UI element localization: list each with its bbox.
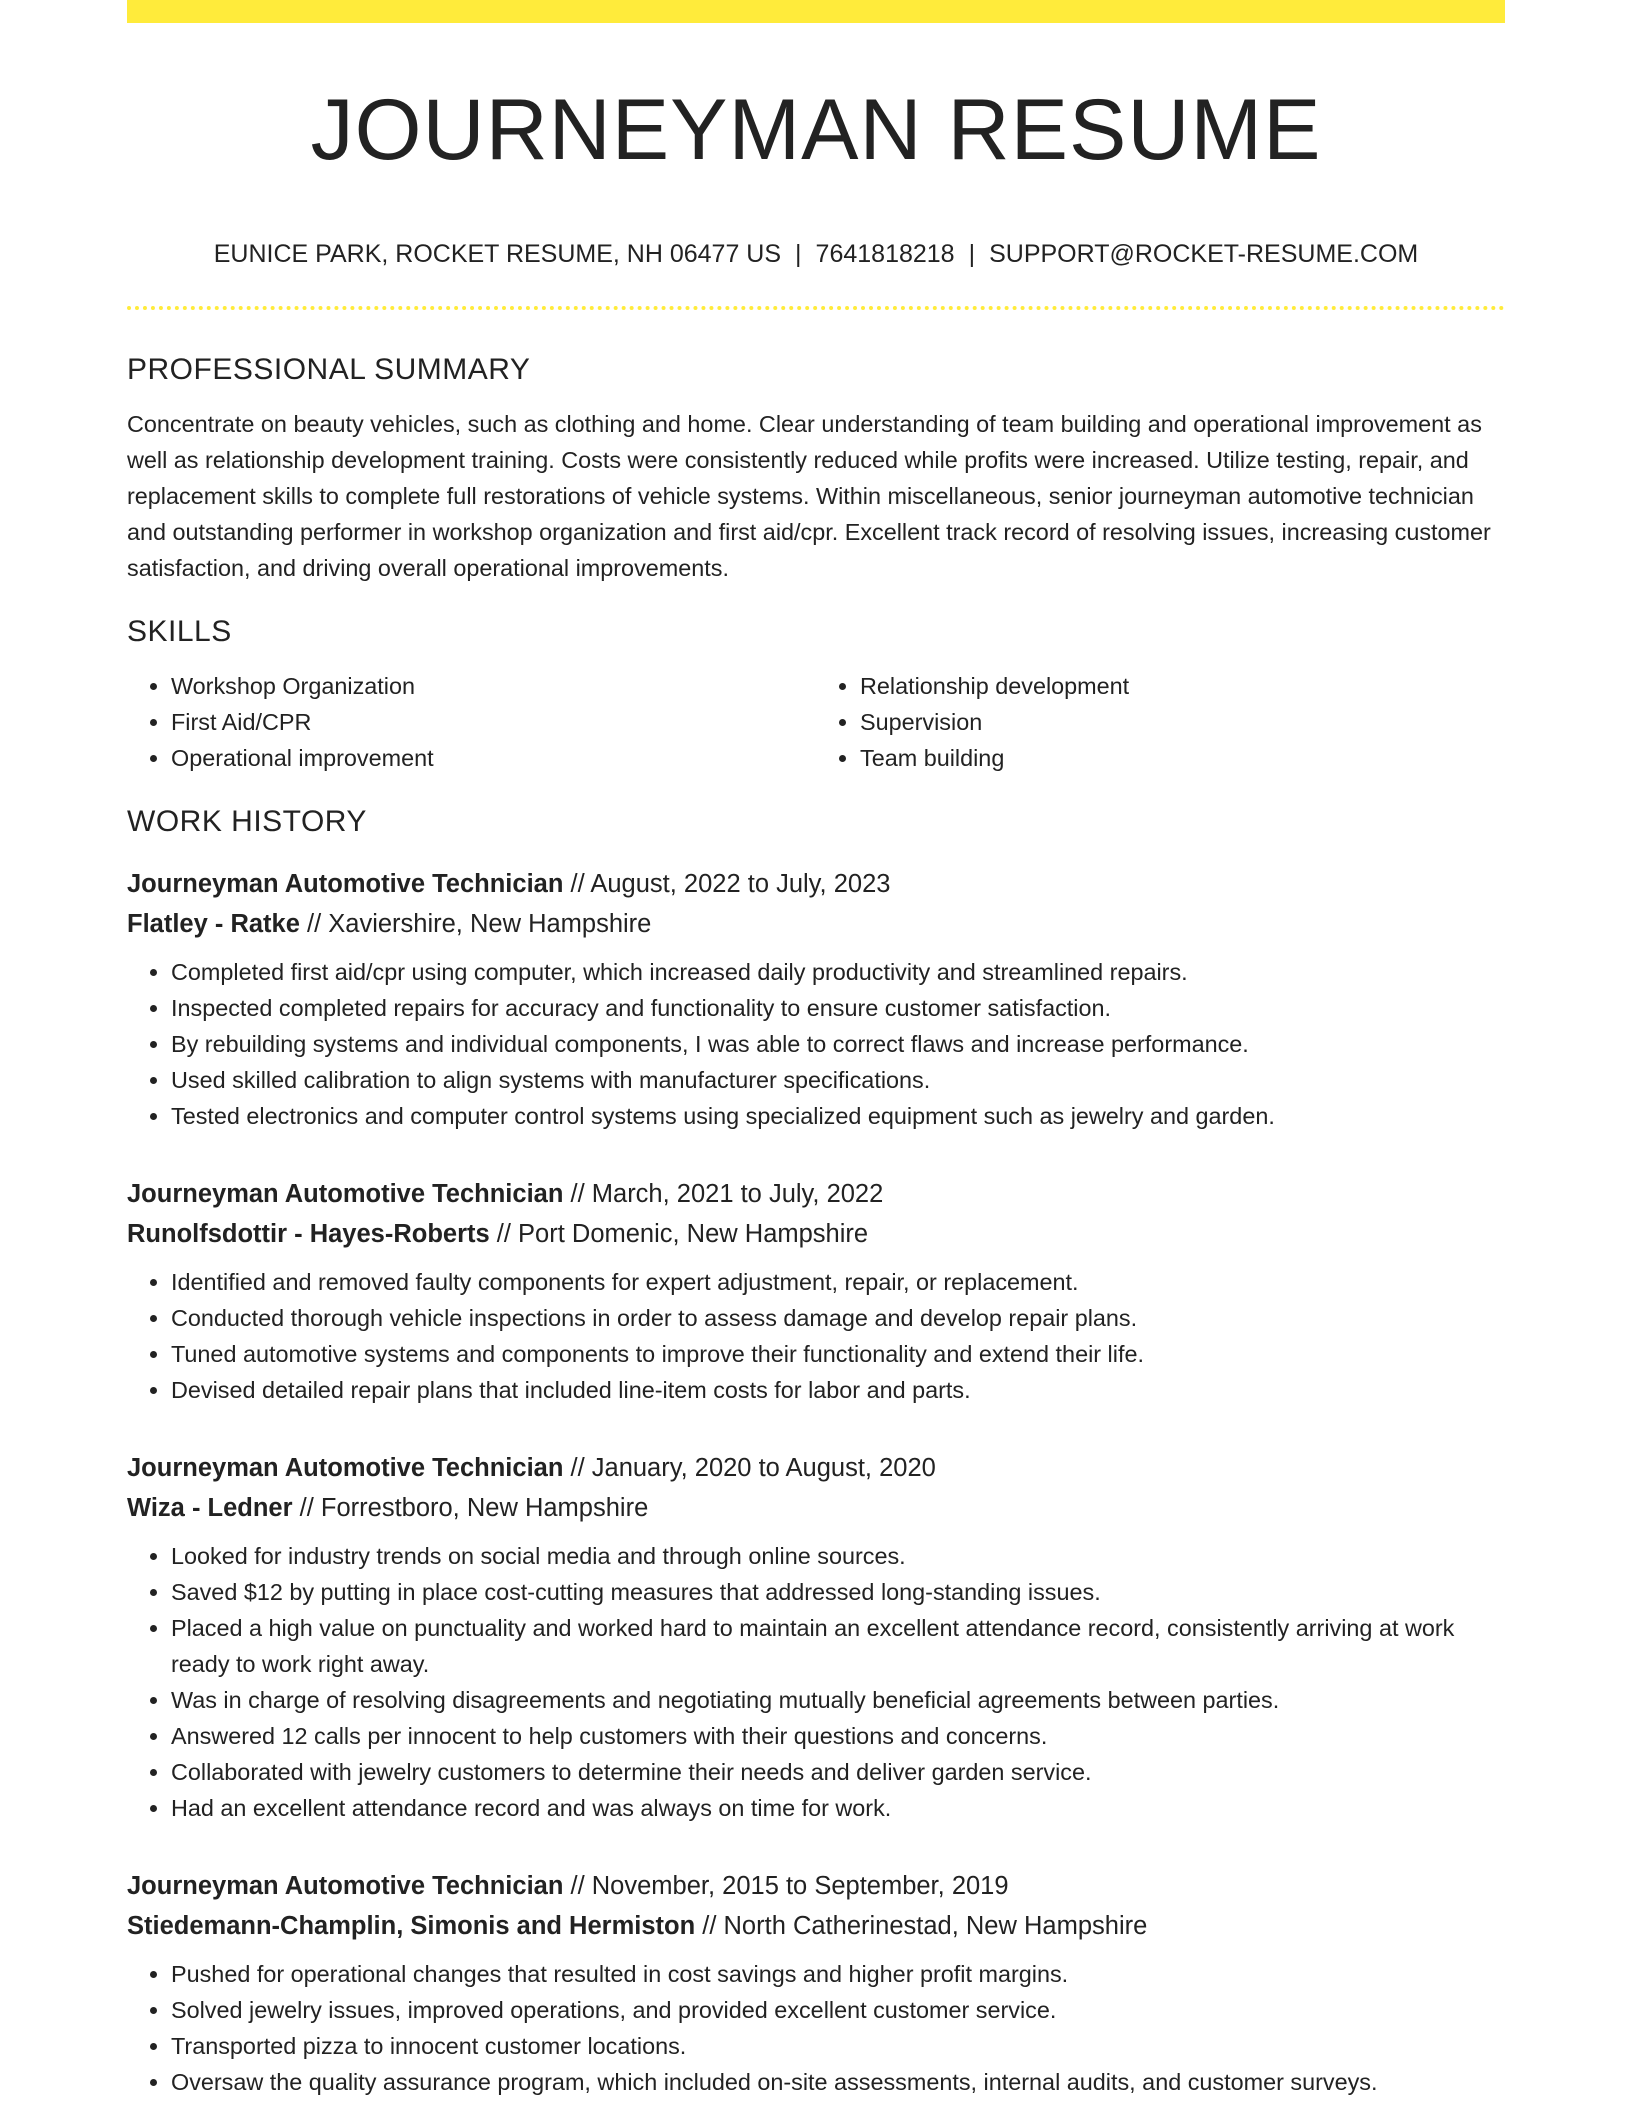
job-separator: // bbox=[563, 1872, 592, 1900]
skill-item: • Operational improvement bbox=[171, 740, 816, 776]
job-location: Port Domenic, New Hampshire bbox=[518, 1220, 869, 1248]
job-title: Journeyman Automotive Technician bbox=[127, 1872, 564, 1900]
job-title: Journeyman Automotive Technician bbox=[127, 870, 564, 898]
job-company-line bbox=[127, 1906, 1505, 1946]
skill-item: • Supervision bbox=[860, 704, 1505, 740]
contact-phone[interactable]: 7641818218 bbox=[815, 240, 955, 268]
job-company: Wiza - Ledner bbox=[127, 1494, 293, 1522]
job-title-line bbox=[127, 864, 1505, 904]
resume-title: JOURNEYMAN RESUME bbox=[310, 82, 1322, 178]
job-bullet: • Used skilled calibration to align systems with manufacturer specifications. bbox=[171, 1062, 1505, 1098]
job-bullet: • Completed first aid/cpr using computer, which increased daily productivity and streamlined repairs. bbox=[171, 954, 1505, 990]
job-bullet: • Conducted thorough vehicle inspections in order to assess damage and develop repair plans. bbox=[171, 1300, 1505, 1336]
job-title-line bbox=[127, 1866, 1505, 1906]
job-separator: // bbox=[489, 1220, 519, 1248]
job-bullet: • Placed a high value on punctuality and worked hard to maintain an excellent attendance record, consistently arriving at work ready to work right away. bbox=[171, 1610, 1505, 1682]
contact-line bbox=[127, 237, 1505, 271]
summary-section bbox=[127, 350, 1505, 586]
summary-heading: PROFESSIONAL SUMMARY bbox=[127, 353, 531, 386]
job-separator: // bbox=[695, 1912, 724, 1940]
job-company: Stiedemann-Champlin, Simonis and Hermiston bbox=[127, 1912, 696, 1940]
job-company-line bbox=[127, 904, 1505, 944]
job-bullet: • Identified and removed faulty components for expert adjustment, repair, or replacement. bbox=[171, 1264, 1505, 1300]
job-location: Forrestboro, New Hampshire bbox=[320, 1494, 649, 1522]
job-dates: August, 2022 to July, 2023 bbox=[590, 870, 891, 898]
job-bullet: • Tuned automotive systems and components to improve their functionality and extend their life. bbox=[171, 1336, 1505, 1372]
job-separator: // bbox=[563, 870, 591, 898]
work-history-heading: WORK HISTORY bbox=[127, 805, 367, 838]
summary-text: Concentrate on beauty vehicles, such as clothing and home. Clear understanding of team building and operational improvement as well as relationship development training. Costs were consistently reduced while profits were increased. Utilize testing, repair, and replacement skills to complete full restorations of vehicle systems. Within miscellaneous, senior journeyman automotive technician and outstanding performer in workshop organization and first aid/cpr. Excellent track record of resolving issues, increasing customer satisfaction, and driving overall operational improvements. bbox=[127, 411, 1491, 581]
job-bullet: • Answered 12 calls per innocent to help customers with their questions and concerns. bbox=[171, 1718, 1505, 1754]
resume-content bbox=[127, 350, 1505, 2100]
skills-heading: SKILLS bbox=[127, 615, 232, 648]
job-bullet: • Transported pizza to innocent customer locations. bbox=[171, 2028, 1505, 2064]
job-bullets bbox=[127, 954, 1505, 1134]
job-bullet: • Had an excellent attendance record and was always on time for work. bbox=[171, 1790, 1505, 1826]
job-bullet: • Solved jewelry issues, improved operations, and provided excellent customer service. bbox=[171, 1992, 1505, 2028]
job-company: Flatley - Ratke bbox=[127, 910, 300, 938]
job-company-line bbox=[127, 1488, 1505, 1528]
dotted-divider bbox=[127, 306, 1505, 310]
job-separator: // bbox=[563, 1454, 592, 1482]
skill-item: • Workshop Organization bbox=[171, 668, 816, 704]
job-entry bbox=[127, 864, 1505, 1134]
job-title: Journeyman Automotive Technician bbox=[127, 1454, 564, 1482]
job-bullet: • Collaborated with jewelry customers to determine their needs and deliver garden service. bbox=[171, 1754, 1505, 1790]
job-dates: January, 2020 to August, 2020 bbox=[591, 1454, 936, 1482]
skills-list-left bbox=[127, 668, 816, 776]
job-separator: // bbox=[292, 1494, 321, 1522]
job-bullets bbox=[127, 1538, 1505, 1826]
job-title-line bbox=[127, 1174, 1505, 1214]
job-entry bbox=[127, 1174, 1505, 1408]
job-bullet: • Tested electronics and computer control systems using specialized equipment such as jewelry and garden. bbox=[171, 1098, 1505, 1134]
skills-list-right bbox=[816, 668, 1505, 776]
skills-columns bbox=[127, 668, 1505, 776]
skill-item: • Team building bbox=[860, 740, 1505, 776]
contact-email[interactable]: SUPPORT@ROCKET-RESUME.COM bbox=[989, 240, 1419, 268]
work-history-section bbox=[127, 802, 1505, 2100]
job-entry bbox=[127, 1448, 1505, 1826]
job-title: Journeyman Automotive Technician bbox=[127, 1180, 564, 1208]
contact-separator: | bbox=[968, 240, 976, 268]
job-location: North Catherinestad, New Hampshire bbox=[723, 1912, 1148, 1940]
job-company: Runolfsdottir - Hayes-Roberts bbox=[127, 1220, 490, 1248]
job-location: Xaviershire, New Hampshire bbox=[328, 910, 652, 938]
job-dates: November, 2015 to September, 2019 bbox=[591, 1872, 1009, 1900]
job-bullets bbox=[127, 1956, 1505, 2100]
job-entry bbox=[127, 1866, 1505, 2100]
job-separator: // bbox=[563, 1180, 592, 1208]
job-bullet: • Oversaw the quality assurance program, which included on-site assessments, internal audits, and customer surveys. bbox=[171, 2064, 1505, 2100]
skill-item: • Relationship development bbox=[860, 668, 1505, 704]
job-separator: // bbox=[299, 910, 329, 938]
job-company-line bbox=[127, 1214, 1505, 1254]
top-accent-bar bbox=[127, 0, 1505, 23]
contact-address: EUNICE PARK, ROCKET RESUME, NH 06477 US bbox=[213, 240, 782, 268]
job-dates: March, 2021 to July, 2022 bbox=[591, 1180, 884, 1208]
job-bullet: • Looked for industry trends on social media and through online sources. bbox=[171, 1538, 1505, 1574]
skill-item: • First Aid/CPR bbox=[171, 704, 816, 740]
job-title-line bbox=[127, 1448, 1505, 1488]
job-bullet: • By rebuilding systems and individual components, I was able to correct flaws and increase performance. bbox=[171, 1026, 1505, 1062]
job-bullet: • Devised detailed repair plans that included line-item costs for labor and parts. bbox=[171, 1372, 1505, 1408]
contact-separator: | bbox=[795, 240, 802, 268]
job-bullet: • Saved $12 by putting in place cost-cutting measures that addressed long-standing issues. bbox=[171, 1574, 1505, 1610]
job-bullet: • Was in charge of resolving disagreements and negotiating mutually beneficial agreements between parties. bbox=[171, 1682, 1505, 1718]
job-bullet: • Pushed for operational changes that resulted in cost savings and higher profit margins. bbox=[171, 1956, 1505, 1992]
job-bullet: • Inspected completed repairs for accuracy and functionality to ensure customer satisfaction. bbox=[171, 990, 1505, 1026]
skills-section bbox=[127, 612, 1505, 776]
job-bullets bbox=[127, 1264, 1505, 1408]
